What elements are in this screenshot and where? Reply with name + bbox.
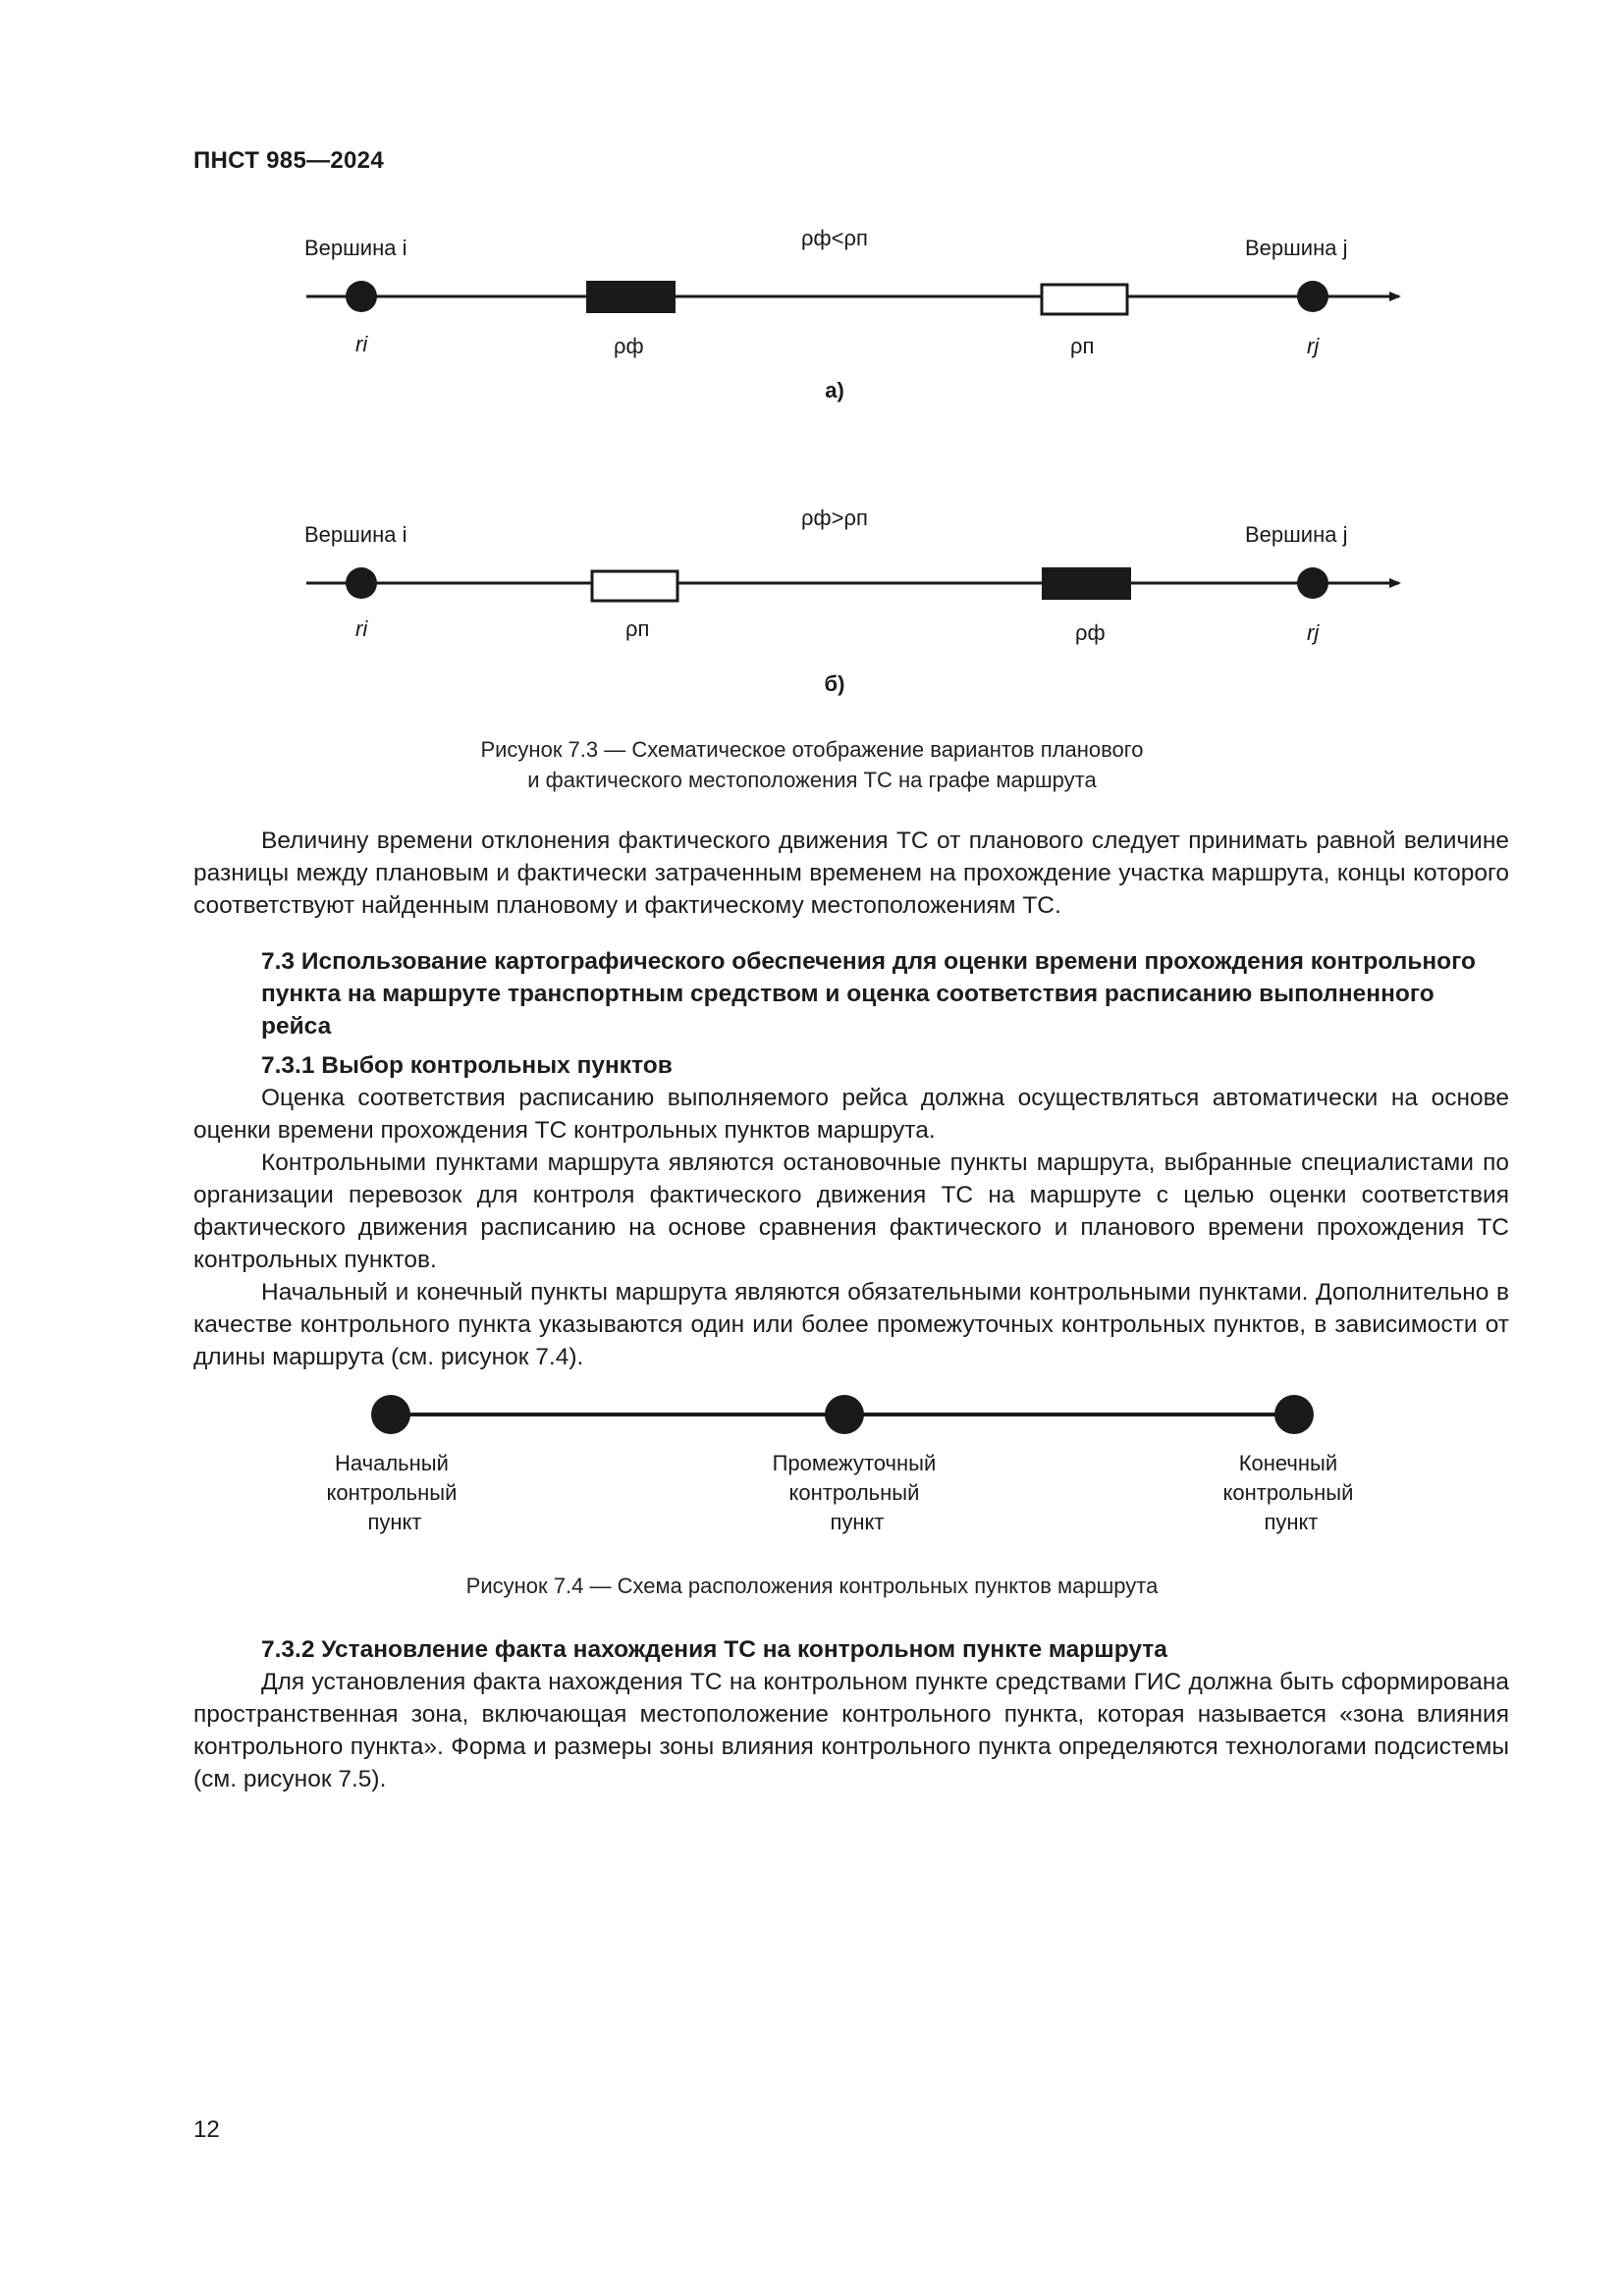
figure-7-4-caption: Рисунок 7.4 — Схема расположения контрольных пунктов маршрута (465, 1574, 1159, 1598)
section-7-3-2-title: 7.3.2 Установление факта нахождения ТС на контрольном пункте маршрута (261, 1636, 1167, 1663)
r-j-label: rj (1307, 334, 1320, 358)
paragraph-text: Начальный и конечный пункты маршрута являются обязательными контрольными пунктами. Дополнительно в качестве контрольного пункта указываются один или более промежуточных контрольных пунктов, в зависимости от длины маршрута (см. рисунок 7.4). (193, 1279, 1509, 1370)
document-header: ПНСТ 985—2024 (193, 147, 384, 174)
rho-p-label: ρп (625, 616, 650, 641)
r-j-label: rj (1307, 620, 1320, 645)
paragraph-text: Величину времени отклонения фактического движения ТС от планового следует принимать равной величине разницы между плановым и фактически затраченным временем на прохождение участка маршрута, концы которого соответствуют найденным плановому и фактическому местоположениям ТС. (193, 828, 1509, 919)
section-7-3-1-body (193, 1082, 1509, 1373)
condition-label: ρф>ρп (801, 506, 868, 530)
actual-position-block (1042, 567, 1131, 600)
vertex-i-node (346, 281, 377, 312)
start-checkpoint-node (371, 1395, 410, 1434)
vertex-j-label: Вершина j (1245, 236, 1348, 260)
section-7-3-title: 7.3 Использование картографического обеспечения для оценки времени прохождения контрольного пункта на маршруте транспортным средством и оценка соответствия расписанию выполненного рейса (261, 948, 1476, 1040)
planned-position-block (592, 571, 677, 601)
diagram-b-label: б) (824, 671, 845, 696)
planned-position-block (1042, 285, 1127, 314)
paragraph-text: Контрольными пунктами маршрута являются остановочные пункты маршрута, выбранные специалистами по организации перевозок для контроля фактического движения ТС на маршруте с целью оценки соответствия фактического движения расписанию на основе сравнения фактического и планового времени прохождения ТС контрольных пунктов. (193, 1149, 1509, 1273)
r-i-label: ri (355, 616, 368, 641)
section-7-3-2-body (193, 1666, 1509, 1795)
figure-7-3-diagram-b (0, 503, 1624, 699)
r-i-label: ri (355, 332, 368, 356)
figure-7-3-diagram-a (0, 216, 1624, 412)
paragraph-deviation-time (193, 825, 1509, 922)
page-number: 12 (193, 2116, 220, 2143)
caption-line: Рисунок 7.3 — Схематическое отображение вариантов планового (480, 737, 1144, 762)
paragraph-text: Оценка соответствия расписанию выполняемого рейса должна осуществляться автоматически на основе оценки времени прохождения ТС контрольных пунктов маршрута. (193, 1085, 1509, 1144)
section-7-3-1-title: 7.3.1 Выбор контрольных пунктов (261, 1052, 673, 1079)
vertex-j-node (1297, 567, 1328, 599)
end-checkpoint-label: Конечный контрольный пункт (1222, 1451, 1354, 1534)
caption-line: и фактического местоположения ТС на графе маршрута (527, 768, 1097, 792)
vertex-i-label: Вершина i (304, 236, 407, 260)
rho-f-label: ρф (1075, 620, 1106, 645)
vertex-j-node (1297, 281, 1328, 312)
vertex-i-label: Вершина i (304, 522, 407, 547)
rho-p-label: ρп (1070, 334, 1095, 358)
paragraph-text: Для установления факта нахождения ТС на контрольном пункте средствами ГИС должна быть сформирована пространственная зона, включающая местоположение контрольного пункта, которая называется «зона влияния контрольного пункта». Форма и размеры зоны влияния контрольного пункта определяются технологами подсистемы (см. рисунок 7.5). (193, 1669, 1509, 1792)
rho-f-label: ρф (614, 334, 644, 358)
figure-7-4-diagram (0, 1394, 1624, 1571)
figure-7-3-caption (0, 734, 1624, 795)
condition-label: ρф<ρп (801, 226, 868, 250)
actual-position-block (586, 281, 676, 313)
vertex-i-node (346, 567, 377, 599)
middle-checkpoint-label: Промежуточный контрольный пункт (772, 1451, 937, 1534)
vertex-j-label: Вершина j (1245, 522, 1348, 547)
middle-checkpoint-node (825, 1395, 864, 1434)
diagram-a-label: а) (825, 378, 844, 402)
start-checkpoint-label: Начальный контрольный пункт (326, 1451, 458, 1534)
end-checkpoint-node (1274, 1395, 1314, 1434)
